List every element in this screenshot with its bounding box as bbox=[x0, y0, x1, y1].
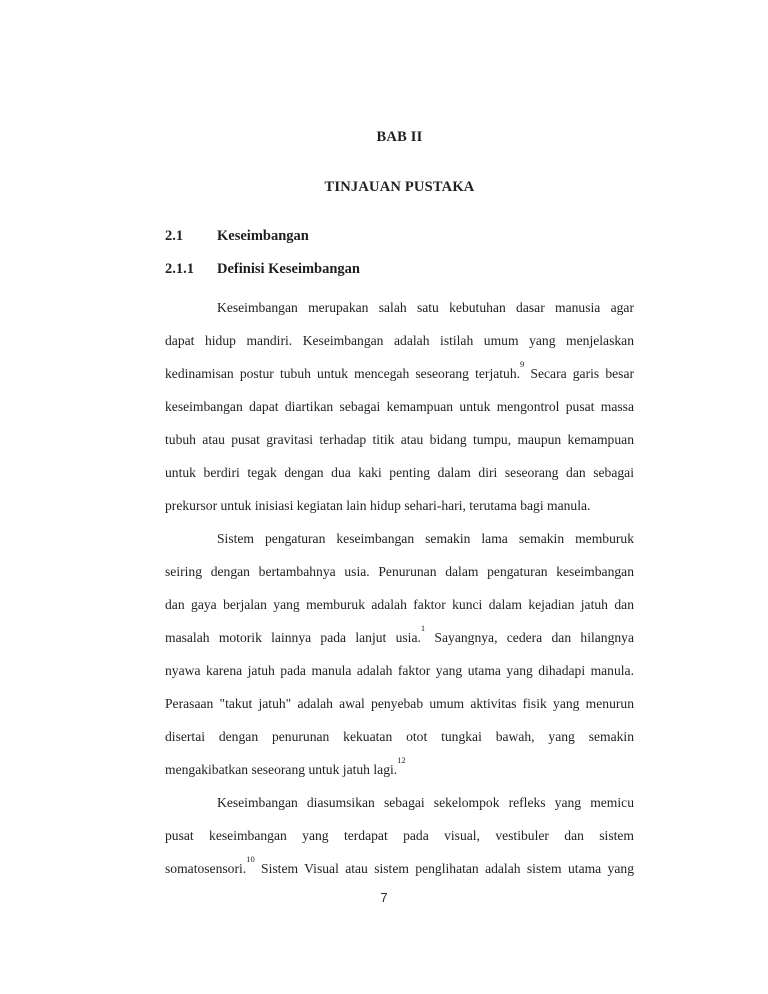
chapter-title: TINJAUAN PUSTAKA bbox=[324, 179, 475, 195]
page-content bbox=[165, 0, 634, 885]
text-line: Keseimbangan diasumsikan sebagai sekelompok refleks yang memicu bbox=[217, 795, 634, 810]
text-line: disertai dengan penurunan kekuatan otot tungkai bawah, yang semakin bbox=[165, 729, 634, 744]
text-line: kedinamisan postur tubuh untuk mencegah seseorang terjatuh.$^9$ Secara garis besar bbox=[165, 358, 634, 381]
text-line: Keseimbangan merupakan salah satu kebutuhan dasar manusia agar bbox=[217, 300, 634, 315]
citation-reference: 10 bbox=[246, 853, 255, 864]
chapter-heading: BAB II bbox=[376, 129, 423, 145]
section-heading-keseimbangan bbox=[165, 220, 634, 253]
text-line: masalah motorik lainnya pada lanjut usia.$^1$ Sayangnya, cedera dan hilangnya bbox=[165, 622, 634, 645]
section-title: Keseimbangan bbox=[217, 228, 309, 244]
text-line: tubuh atau pusat gravitasi terhadap titik atau bidang tumpu, maupun kemampuan bbox=[165, 432, 634, 447]
text-line: somatosensori.$^{10}$ Sistem Visual atau sistem penglihatan adalah sistem utama yang bbox=[165, 853, 634, 876]
text-line: untuk berdiri tegak dengan dua kaki penting dalam diri seseorang dan sebagai bbox=[165, 465, 634, 480]
page-footer bbox=[0, 888, 768, 908]
citation-reference: 12 bbox=[397, 754, 406, 765]
text-line: mengakibatkan seseorang untuk jatuh lagi.$^{12}$ bbox=[165, 754, 406, 777]
section-heading-definisi-keseimbangan bbox=[165, 253, 634, 286]
text-line: dan gaya berjalan yang memburuk adalah faktor kunci dalam kejadian jatuh dan bbox=[165, 597, 634, 612]
text-line: pusat keseimbangan yang terdapat pada visual, vestibuler dan sistem bbox=[165, 828, 634, 843]
text-line: Perasaan "takut jatuh" adalah awal penyebab umum aktivitas fisik yang menurun bbox=[165, 696, 634, 711]
paragraph bbox=[165, 291, 634, 522]
text-line: prekursor untuk inisiasi kegiatan lain hidup sehari-hari, terutama bagi manula. bbox=[165, 498, 591, 513]
citation-reference: 1 bbox=[420, 622, 426, 633]
page-number: 7 bbox=[380, 890, 388, 905]
paragraph bbox=[165, 522, 634, 786]
section-number: 2.1 bbox=[165, 228, 184, 244]
text-line: seiring dengan bertambahnya usia. Penurunan dalam pengaturan keseimbangan bbox=[165, 564, 634, 579]
body-text bbox=[165, 291, 634, 885]
text-line: dapat hidup mandiri. Keseimbangan adalah istilah umum yang menjelaskan bbox=[165, 333, 634, 348]
section-title: Definisi Keseimbangan bbox=[217, 261, 360, 277]
citation-reference: 9 bbox=[520, 358, 525, 369]
text-line: keseimbangan dapat diartikan sebagai kemampuan untuk mengontrol pusat massa bbox=[165, 399, 634, 414]
section-number: 2.1.1 bbox=[165, 261, 194, 277]
text-line: Sistem pengaturan keseimbangan semakin lama semakin memburuk bbox=[217, 531, 634, 546]
text-line: nyawa karena jatuh pada manula adalah faktor yang utama yang dihadapi manula. bbox=[165, 663, 634, 678]
paragraph bbox=[165, 786, 634, 885]
